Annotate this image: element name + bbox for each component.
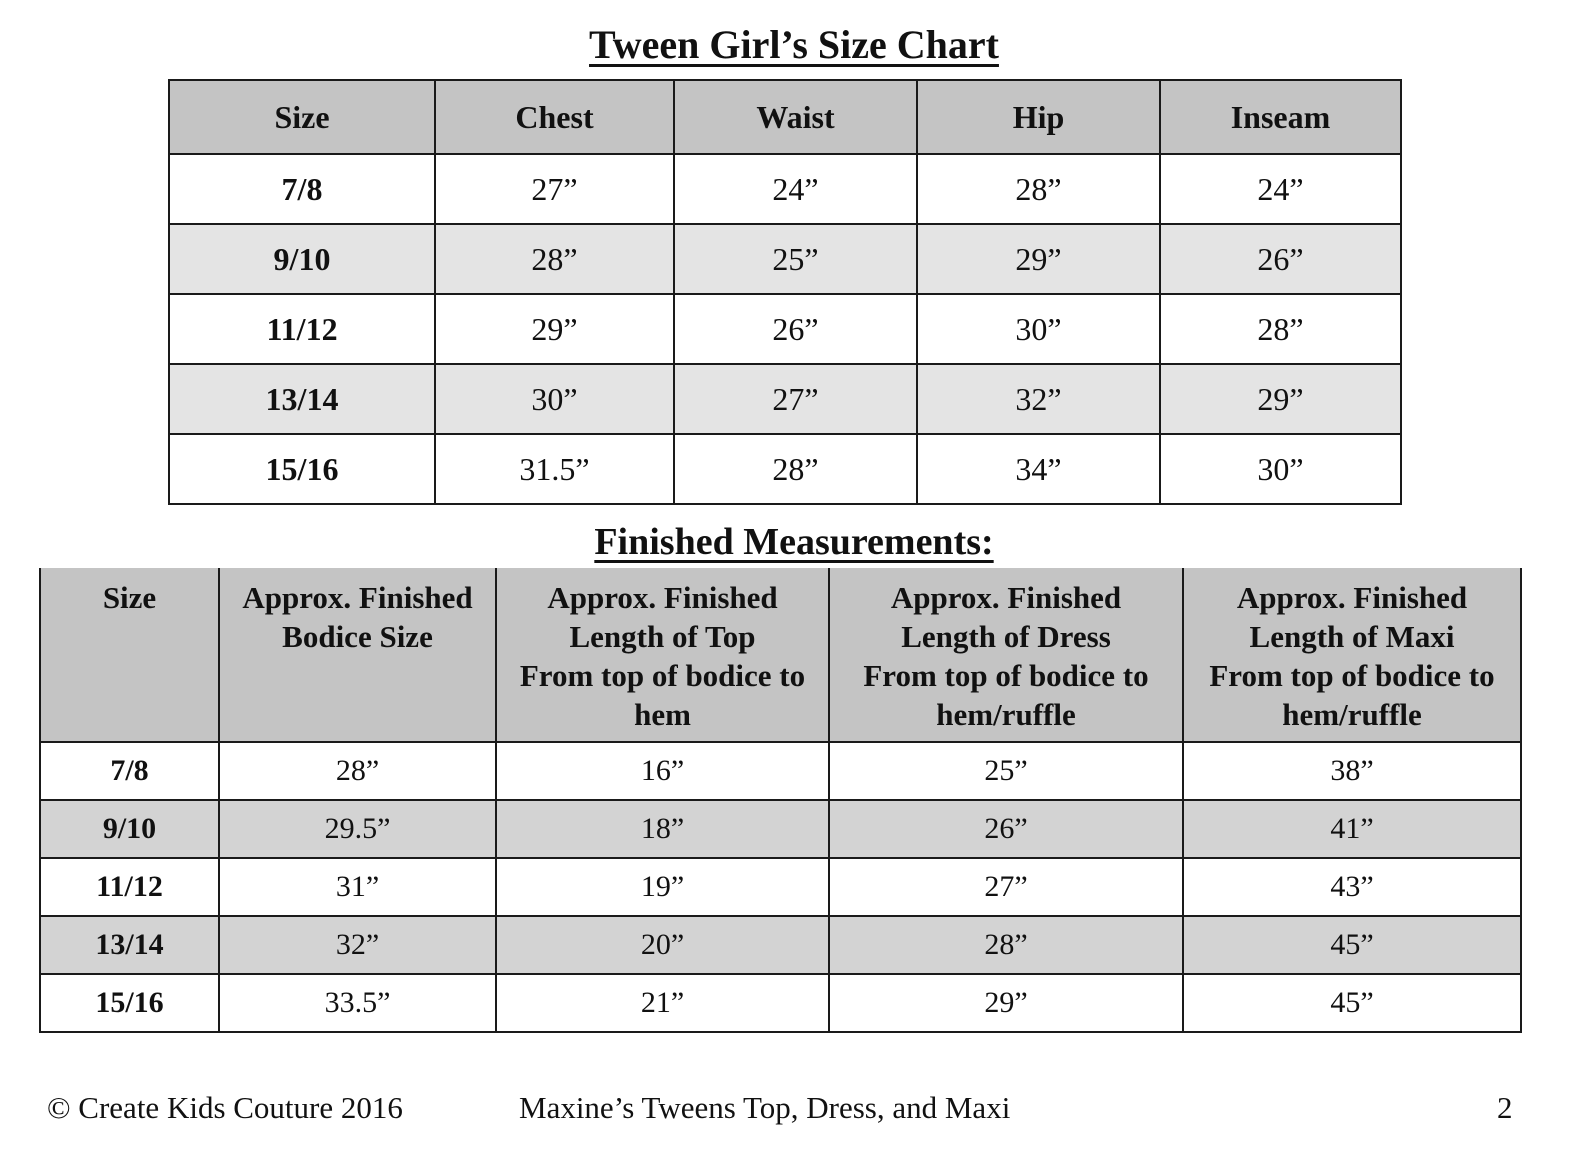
hip-cell: 34” bbox=[917, 434, 1160, 504]
table-row bbox=[169, 224, 1401, 294]
size-chart-header-row bbox=[169, 80, 1401, 154]
top-length-cell: 19” bbox=[496, 858, 829, 916]
size-cell: 15/16 bbox=[40, 974, 219, 1032]
dress-length-cell: 25” bbox=[829, 742, 1183, 800]
maxi-length-cell: 45” bbox=[1183, 916, 1521, 974]
finished-header-row bbox=[40, 568, 1521, 742]
table-row bbox=[40, 858, 1521, 916]
table-row bbox=[40, 742, 1521, 800]
column-header-chest: Chest bbox=[435, 80, 674, 154]
size-chart-title: Tween Girl’s Size Chart bbox=[589, 22, 999, 67]
column-header-dress-length bbox=[829, 568, 1183, 742]
header-line: Length of Maxi bbox=[1249, 619, 1455, 654]
inseam-cell: 30” bbox=[1160, 434, 1401, 504]
column-header-top-length bbox=[496, 568, 829, 742]
column-header-maxi-length bbox=[1183, 568, 1521, 742]
hip-cell: 29” bbox=[917, 224, 1160, 294]
header-line: hem/ruffle bbox=[1282, 697, 1422, 732]
maxi-length-cell: 38” bbox=[1183, 742, 1521, 800]
hip-cell: 28” bbox=[917, 154, 1160, 224]
bodice-cell: 32” bbox=[219, 916, 496, 974]
header-line: Length of Top bbox=[569, 619, 756, 654]
chest-cell: 31.5” bbox=[435, 434, 674, 504]
waist-cell: 27” bbox=[674, 364, 917, 434]
top-length-cell: 18” bbox=[496, 800, 829, 858]
waist-cell: 28” bbox=[674, 434, 917, 504]
bodice-cell: 33.5” bbox=[219, 974, 496, 1032]
column-header-waist: Waist bbox=[674, 80, 917, 154]
column-header-inseam: Inseam bbox=[1160, 80, 1401, 154]
inseam-cell: 29” bbox=[1160, 364, 1401, 434]
footer-copyright: © Create Kids Couture 2016 bbox=[47, 1090, 403, 1125]
column-header-size bbox=[40, 568, 219, 742]
top-length-cell: 21” bbox=[496, 974, 829, 1032]
page-number: 2 bbox=[1497, 1090, 1513, 1125]
size-cell: 11/12 bbox=[40, 858, 219, 916]
bodice-cell: 31” bbox=[219, 858, 496, 916]
dress-length-cell: 28” bbox=[829, 916, 1183, 974]
column-header-bodice bbox=[219, 568, 496, 742]
table-row bbox=[169, 154, 1401, 224]
size-cell: 9/10 bbox=[40, 800, 219, 858]
chest-cell: 27” bbox=[435, 154, 674, 224]
maxi-length-cell: 41” bbox=[1183, 800, 1521, 858]
waist-cell: 25” bbox=[674, 224, 917, 294]
top-length-cell: 16” bbox=[496, 742, 829, 800]
chest-cell: 30” bbox=[435, 364, 674, 434]
dress-length-cell: 27” bbox=[829, 858, 1183, 916]
table-row bbox=[169, 364, 1401, 434]
column-header-size: Size bbox=[169, 80, 435, 154]
header-line: Approx. Finished bbox=[242, 580, 473, 615]
finished-measurements-table bbox=[39, 568, 1522, 1033]
waist-cell: 24” bbox=[674, 154, 917, 224]
header-line: Length of Dress bbox=[901, 619, 1111, 654]
size-cell: 9/10 bbox=[169, 224, 435, 294]
table-row bbox=[40, 916, 1521, 974]
header-line: hem/ruffle bbox=[936, 697, 1076, 732]
table-row bbox=[40, 800, 1521, 858]
size-chart-table bbox=[168, 79, 1402, 505]
header-line: Bodice Size bbox=[282, 619, 433, 654]
header-line: Size bbox=[102, 580, 157, 615]
column-header-hip: Hip bbox=[917, 80, 1160, 154]
header-line: From top of bodice to bbox=[863, 658, 1149, 693]
footer-product-name: Maxine’s Tweens Top, Dress, and Maxi bbox=[519, 1090, 1011, 1125]
table-row bbox=[40, 974, 1521, 1032]
finished-measurements-title: Finished Measurements: bbox=[594, 521, 994, 563]
inseam-cell: 26” bbox=[1160, 224, 1401, 294]
dress-length-cell: 29” bbox=[829, 974, 1183, 1032]
chest-cell: 29” bbox=[435, 294, 674, 364]
size-cell: 13/14 bbox=[169, 364, 435, 434]
hip-cell: 30” bbox=[917, 294, 1160, 364]
header-line: From top of bodice to bbox=[519, 658, 806, 693]
waist-cell: 26” bbox=[674, 294, 917, 364]
dress-length-cell: 26” bbox=[829, 800, 1183, 858]
table-row bbox=[169, 294, 1401, 364]
size-cell: 13/14 bbox=[40, 916, 219, 974]
bodice-cell: 28” bbox=[219, 742, 496, 800]
size-cell: 15/16 bbox=[169, 434, 435, 504]
header-line: hem bbox=[634, 697, 691, 732]
size-cell: 7/8 bbox=[169, 154, 435, 224]
header-line: Approx. Finished bbox=[547, 580, 778, 615]
maxi-length-cell: 43” bbox=[1183, 858, 1521, 916]
header-line: Approx. Finished bbox=[890, 580, 1122, 615]
header-line: From top of bodice to bbox=[1209, 658, 1495, 693]
bodice-cell: 29.5” bbox=[219, 800, 496, 858]
size-cell: 11/12 bbox=[169, 294, 435, 364]
size-cell: 7/8 bbox=[40, 742, 219, 800]
top-length-cell: 20” bbox=[496, 916, 829, 974]
inseam-cell: 28” bbox=[1160, 294, 1401, 364]
table-row bbox=[169, 434, 1401, 504]
hip-cell: 32” bbox=[917, 364, 1160, 434]
header-line: Approx. Finished bbox=[1236, 580, 1468, 615]
chest-cell: 28” bbox=[435, 224, 674, 294]
inseam-cell: 24” bbox=[1160, 154, 1401, 224]
maxi-length-cell: 45” bbox=[1183, 974, 1521, 1032]
